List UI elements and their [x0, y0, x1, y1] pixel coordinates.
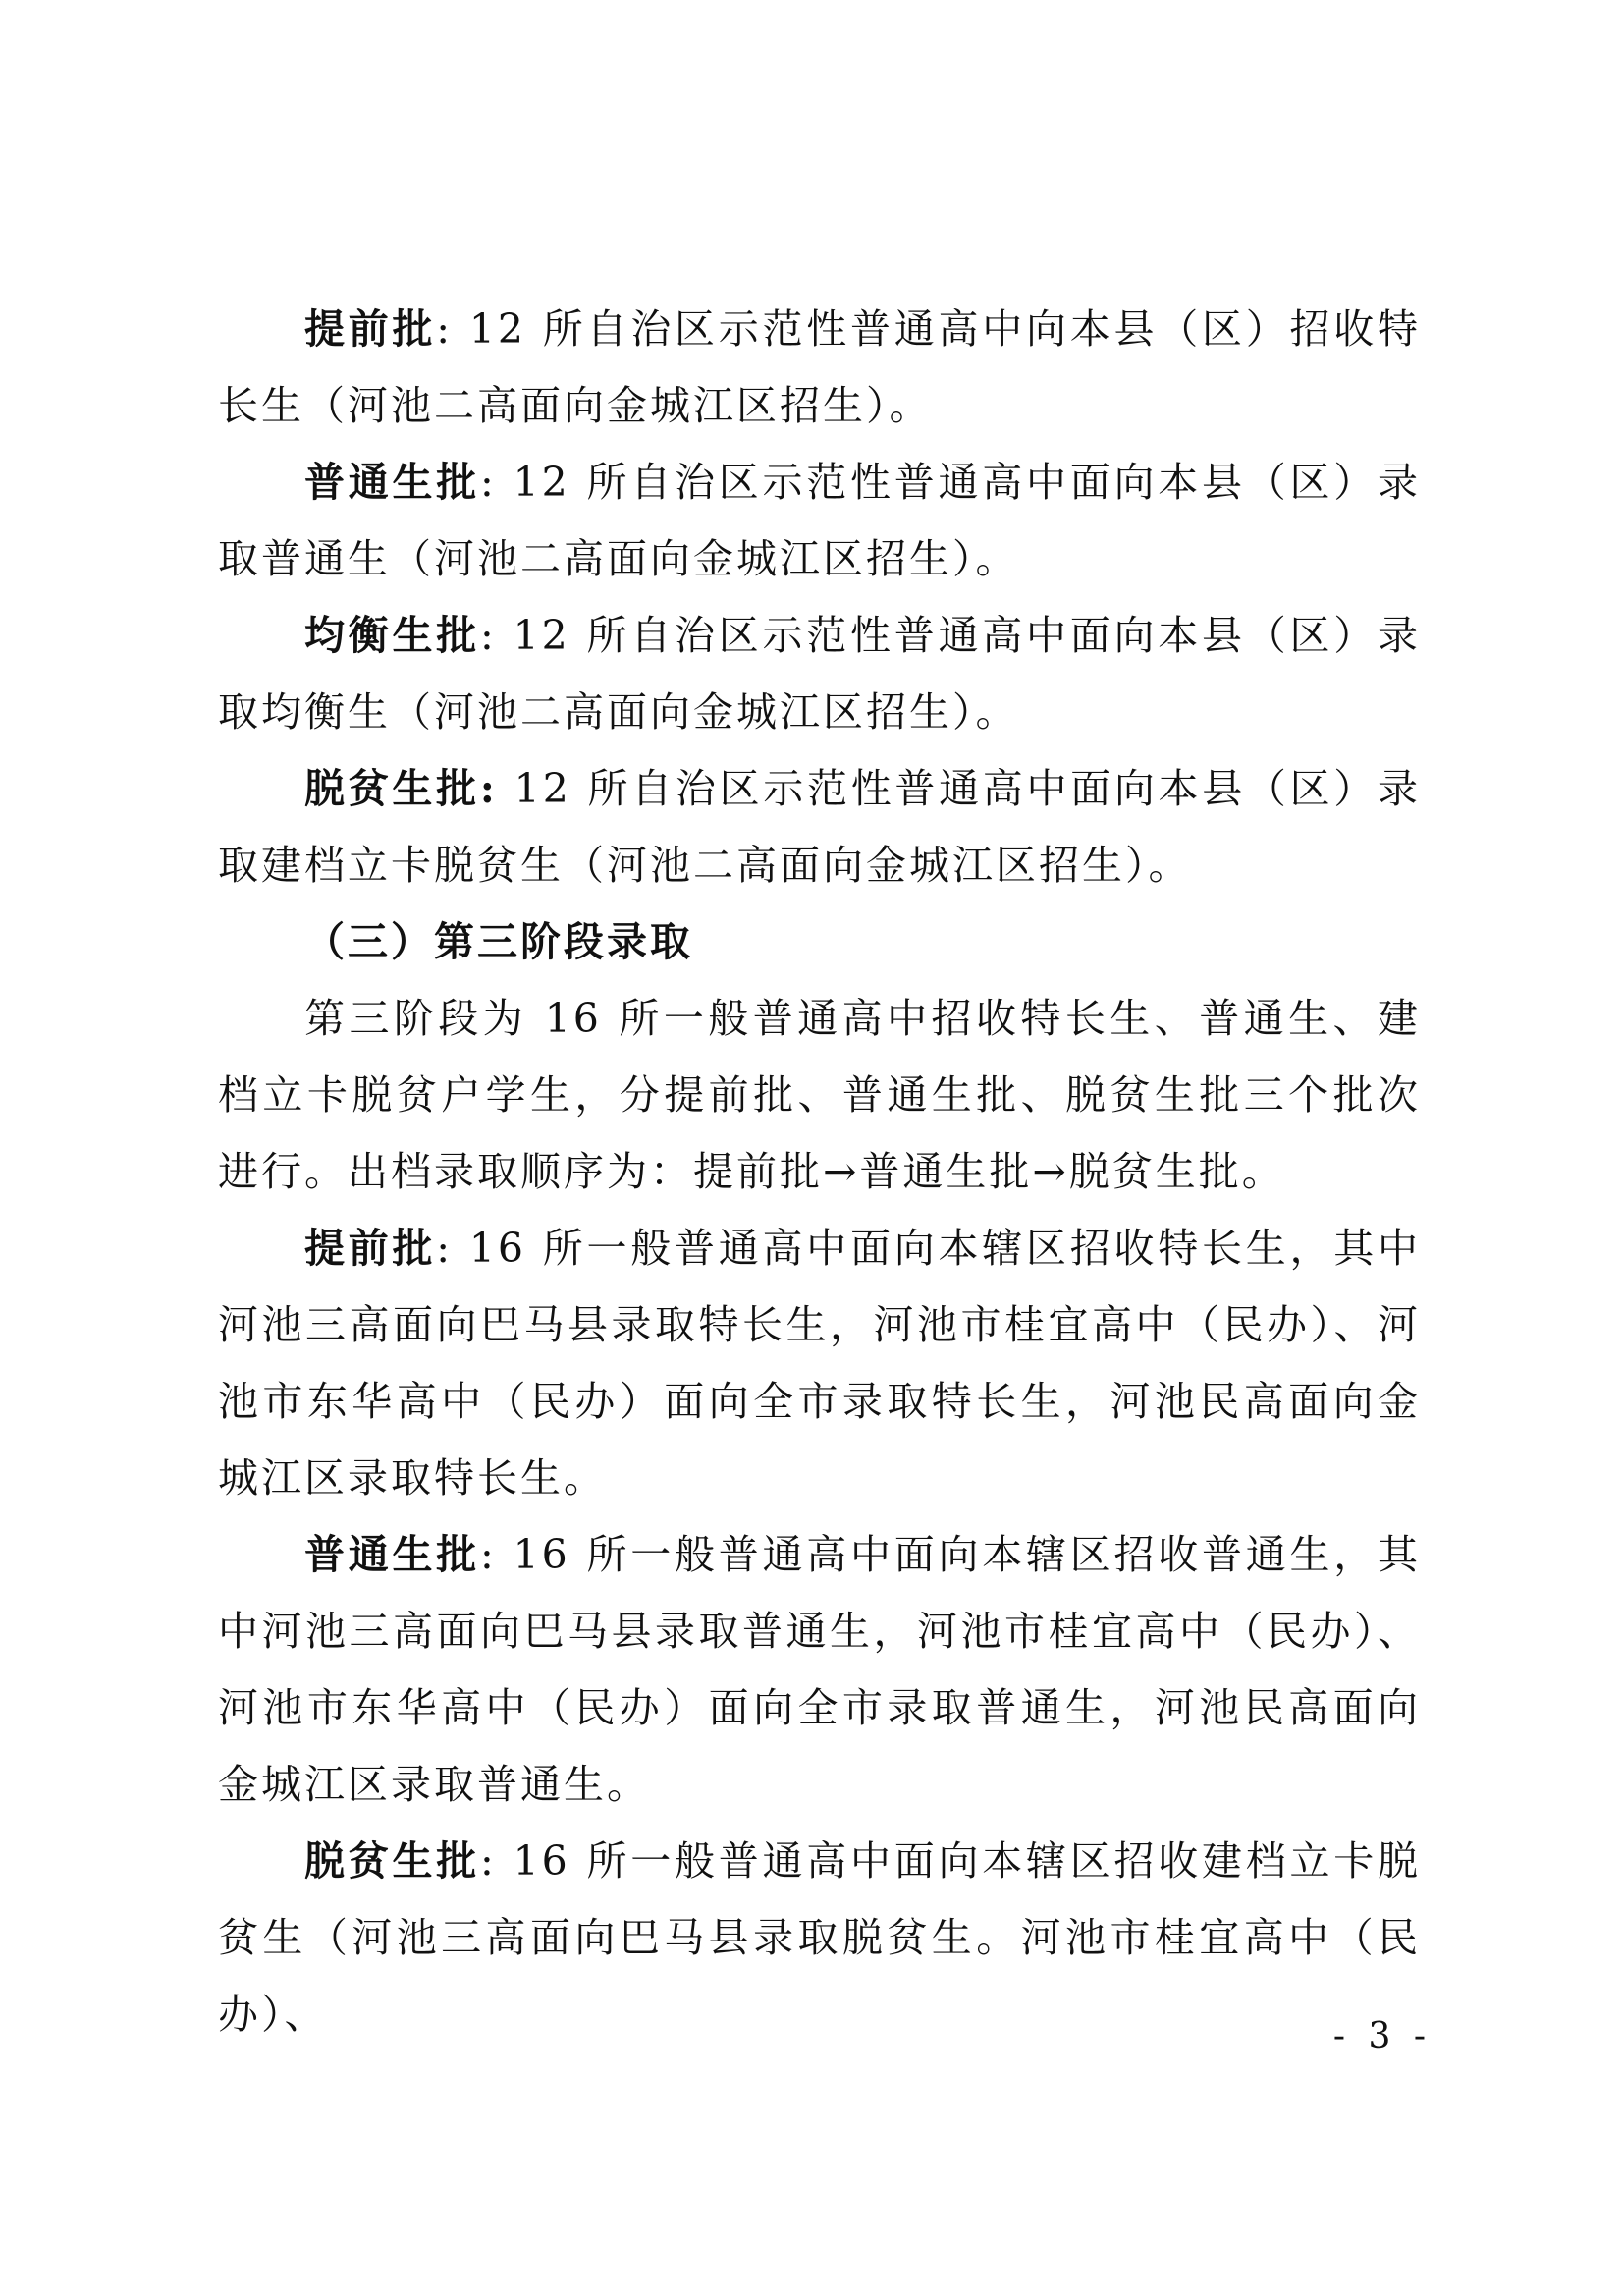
paragraph-separator: :	[480, 1837, 514, 1885]
paragraph-early-batch-stage2	[218, 291, 1421, 444]
paragraph-early-batch-stage3	[218, 1210, 1421, 1516]
paragraph-lead: 普通生批	[304, 1531, 480, 1578]
paragraph-separator	[498, 765, 514, 812]
paragraph-poverty-batch-stage2	[218, 750, 1421, 903]
paragraph-text: 16 所一般普通高中面向本辖区招收建档立卡脱贫生（河池三高面向巴马县录取脱贫生。河池市桂宜高中（民办）、	[218, 1837, 1421, 2038]
paragraph-lead: 提前批	[304, 305, 437, 353]
paragraph-text: 16 所一般普通高中面向本辖区招收特长生，其中河池三高面向巴马县录取特长生，河池市桂宜高中（民办）、河池市东华高中（民办）面向全市录取特长生，河池民高面向金城江区录取特长生。	[218, 1225, 1421, 1502]
paragraph-separator: :	[436, 305, 469, 353]
paragraph-balanced-batch-stage2	[218, 597, 1421, 750]
paragraph-text: 12 所自治区示范性普通高中向本县（区）招收特长生（河池二高面向金城江区招生）。	[218, 305, 1421, 429]
paragraph-lead: 普通生批	[304, 459, 480, 506]
paragraph-separator: :	[480, 612, 514, 659]
paragraph-text: 12 所自治区示范性普通高中面向本县（区）录取普通生（河池二高面向金城江区招生）。	[218, 459, 1421, 582]
paragraph-text: 16 所一般普通高中面向本辖区招收普通生，其中河池三高面向巴马县录取普通生，河池市桂宜高中（民办）、河池市东华高中（民办）面向全市录取普通生，河池民高面向金城江区录取普通生。	[218, 1531, 1421, 1808]
paragraph-lead: 提前批	[304, 1225, 437, 1272]
paragraph-text: 12 所自治区示范性普通高中面向本县（区）录取建档立卡脱贫生（河池二高面向金城江区招生）。	[218, 765, 1421, 889]
page-number: - 3 -	[1332, 2016, 1432, 2056]
paragraph-text: 12 所自治区示范性普通高中面向本县（区）录取均衡生（河池二高面向金城江区招生）。	[218, 612, 1421, 736]
paragraph-lead: 脱贫生批:	[304, 765, 498, 812]
paragraph-lead: 脱贫生批	[304, 1837, 480, 1885]
paragraph-poverty-batch-stage3	[218, 1823, 1421, 2052]
paragraph-regular-batch-stage2	[218, 444, 1421, 597]
paragraph-separator: :	[436, 1225, 469, 1272]
section-heading: （三）第三阶段录取	[304, 918, 693, 965]
document-body	[218, 291, 1421, 2052]
paragraph-regular-batch-stage3	[218, 1516, 1421, 1823]
paragraph-separator: :	[480, 459, 514, 506]
paragraph-separator: :	[480, 1531, 514, 1578]
paragraph-stage3-intro: 第三阶段为 16 所一般普通高中招收特长生、普通生、建档立卡脱贫户学生，分提前批、普通生批、脱贫生批三个批次进行。出档录取顺序为：提前批→普通生批→脱贫生批。	[218, 995, 1421, 1195]
paragraph-lead: 均衡生批	[304, 612, 480, 659]
